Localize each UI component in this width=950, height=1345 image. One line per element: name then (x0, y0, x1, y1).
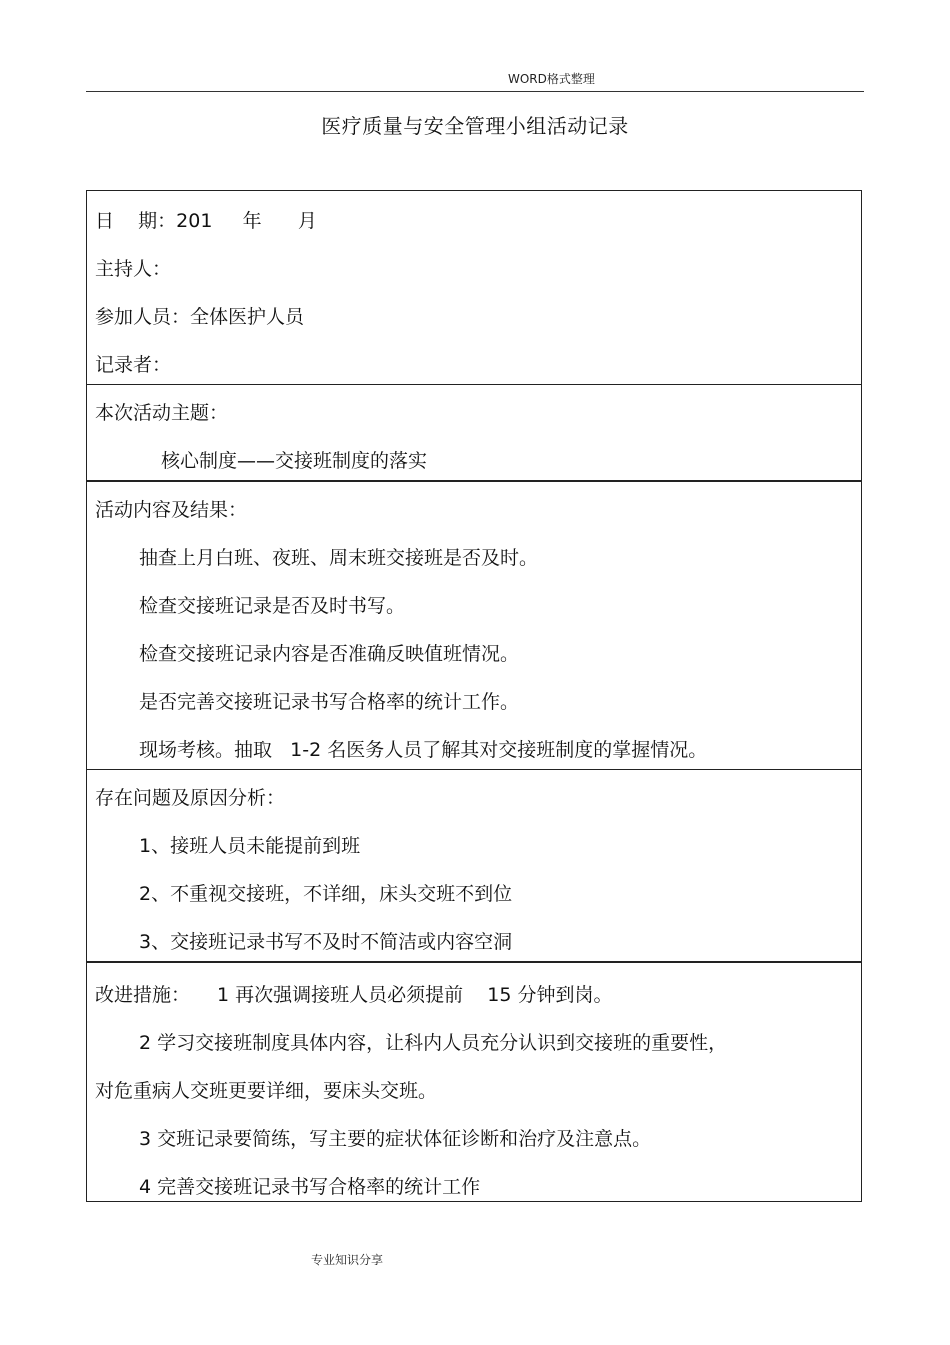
improvement-item-3: 3 交班记录要简练，写主要的症状体征诊断和治疗及注意点。 (139, 1128, 652, 1150)
date-line: 日 期：201 年 月 (95, 210, 317, 232)
basic-info-section (87, 191, 861, 385)
theme-section (87, 385, 861, 481)
activity-item: 检查交接班记录是否及时书写。 (139, 595, 406, 617)
improvement-item-2: 2 学习交接班制度具体内容，让科内人员充分认识到交接班的重要性， (139, 1032, 728, 1054)
activity-label: 活动内容及结果： (95, 499, 248, 521)
improvement-item-4: 4 完善交接班记录书写合格率的统计工作 (139, 1176, 481, 1198)
improvements-label: 改进措施： (95, 984, 191, 1006)
problems-label: 存在问题及原因分析： (95, 787, 286, 809)
improvements-section (87, 963, 861, 1201)
record-table (86, 190, 862, 1202)
problem-item: 2、不重视交接班，不详细，床头交班不到位 (139, 883, 513, 905)
page-header-text: WORD格式整理 (508, 72, 595, 86)
problems-section (87, 770, 861, 962)
header-rule (86, 91, 864, 92)
recorder-line: 记录者： (95, 354, 172, 376)
theme-content: 核心制度——交接班制度的落实 (161, 450, 428, 472)
activity-item: 是否完善交接班记录书写合格率的统计工作。 (139, 691, 520, 713)
document-title: 医疗质量与安全管理小组活动记录 (321, 114, 629, 138)
problem-item: 3、交接班记录书写不及时不简洁或内容空洞 (139, 931, 513, 953)
host-line: 主持人： (95, 258, 172, 280)
page-footer-text: 专业知识分享 (311, 1253, 384, 1267)
theme-label: 本次活动主题： (95, 402, 229, 424)
improvement-item-1: 1 再次强调接班人员必须提前 15 分钟到岗。 (217, 984, 613, 1006)
activity-item: 检查交接班记录内容是否准确反映值班情况。 (139, 643, 520, 665)
problem-item: 1、接班人员未能提前到班 (139, 835, 361, 857)
activity-item: 现场考核。抽取 1-2 名医务人员了解其对交接班制度的掌握情况。 (139, 739, 708, 761)
activity-section (87, 482, 861, 770)
improvement-item-2-continued: 对危重病人交班更要详细，要床头交班。 (95, 1080, 438, 1102)
participants-line: 参加人员：全体医护人员 (95, 306, 305, 328)
activity-item: 抽查上月白班、夜班、周末班交接班是否及时。 (139, 547, 539, 569)
